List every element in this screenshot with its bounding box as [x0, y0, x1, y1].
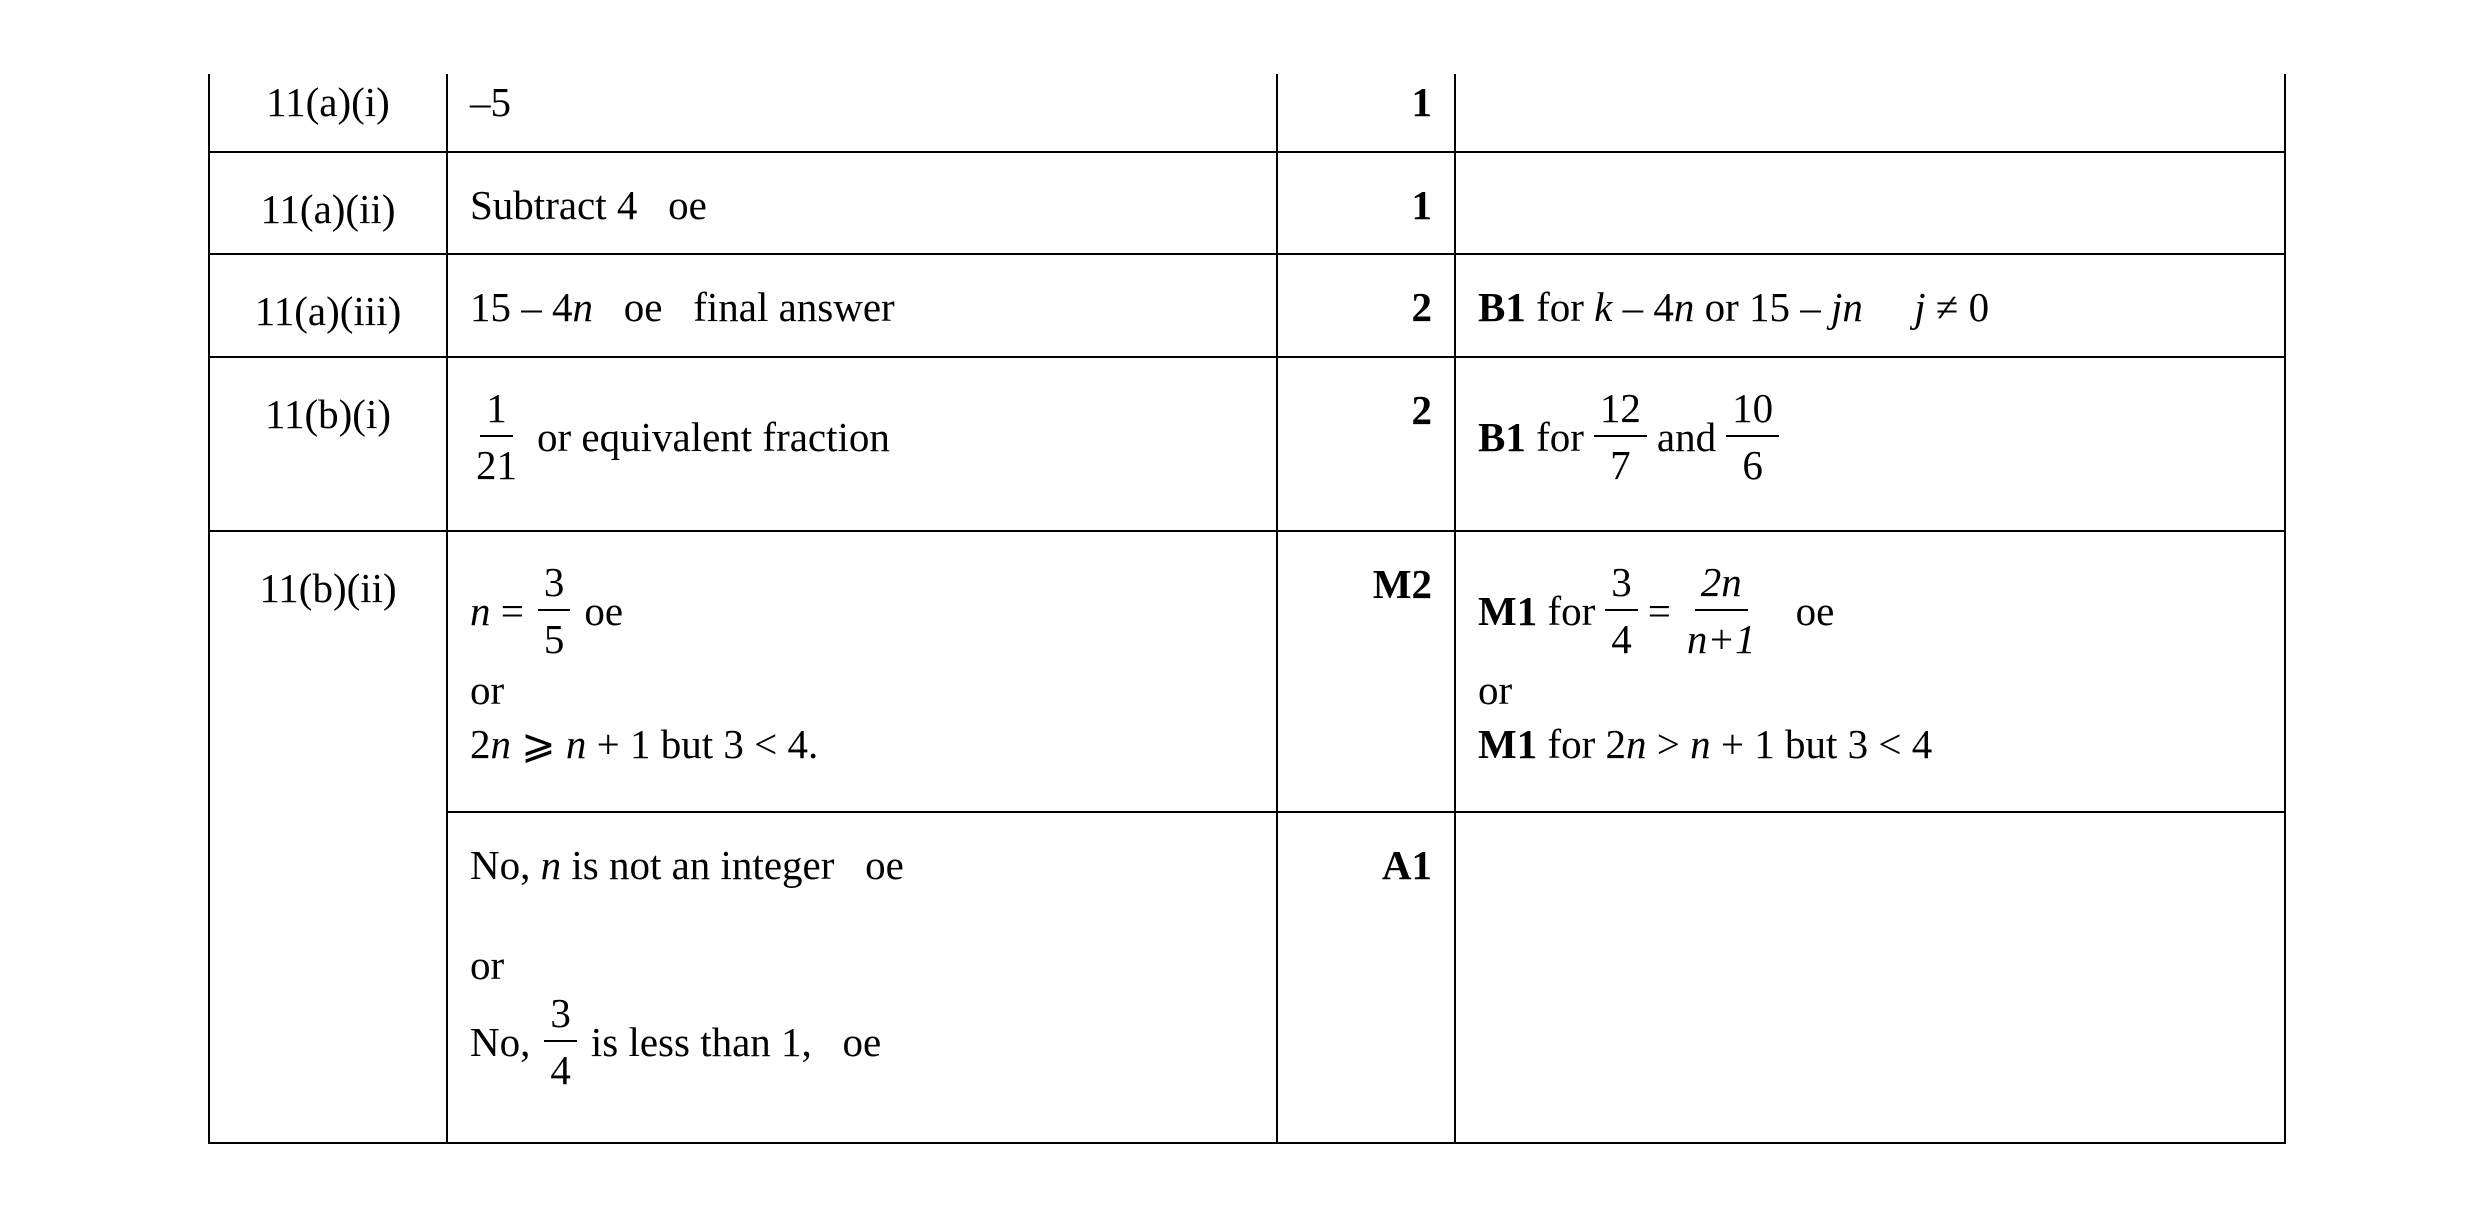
answer-cell: [447, 254, 1277, 357]
fraction: [538, 559, 571, 662]
guidance-part: or 15 –: [1694, 284, 1832, 330]
table-row: [209, 357, 2285, 531]
denominator: n+1: [1686, 616, 1756, 662]
guidance-part: – 4: [1612, 284, 1674, 330]
fraction: [1681, 559, 1762, 662]
mark-cell: [1277, 357, 1455, 531]
fraction: [544, 990, 577, 1093]
mark-code: B1: [1478, 284, 1526, 330]
mark-code: M1: [1478, 721, 1538, 767]
answer-line: [470, 841, 1276, 889]
guidance-part: >: [1646, 721, 1691, 767]
guidance-cell: [1455, 531, 2285, 812]
answer-line: [470, 720, 1276, 768]
question-number: 11(a)(iii): [254, 288, 402, 334]
answer-line: [470, 990, 1276, 1093]
guidance-part: + 1 but 3 < 4: [1710, 721, 1933, 767]
answer-part: is less than 1, oe: [590, 1019, 882, 1065]
guidance-variable: n: [1673, 284, 1695, 330]
guidance-part: ≠ 0: [1925, 284, 1990, 330]
mark-cell: [1277, 152, 1455, 254]
or-text: or: [1478, 667, 1513, 713]
question-number: 11(b)(i): [265, 391, 391, 437]
denominator: 7: [1610, 442, 1631, 488]
answer-part: =: [490, 588, 524, 634]
table-row: [209, 254, 2285, 357]
answer-part: 15 – 4: [470, 284, 573, 330]
question-cell: [209, 74, 447, 152]
answer-part: No,: [470, 1019, 531, 1065]
fraction: [1726, 385, 1779, 488]
answer-part: 2: [470, 721, 491, 767]
guidance-cell: [1455, 254, 2285, 357]
guidance-part: [1863, 283, 1914, 331]
guidance-variable: n: [1690, 721, 1711, 767]
answer-part: is not an integer oe: [561, 842, 904, 888]
guidance-line: [1478, 559, 2284, 662]
denominator: 4: [550, 1047, 571, 1093]
mark-cell: [1277, 74, 1455, 152]
question-number: 11(b)(ii): [259, 565, 397, 611]
guidance-part: =: [1647, 588, 1671, 634]
guidance-part: for: [1525, 414, 1584, 460]
answer-cell: [447, 152, 1277, 254]
guidance-part: oe: [1795, 588, 1835, 634]
guidance-text: [1478, 255, 2284, 331]
guidance-text: [1478, 358, 2284, 486]
table-row: [209, 531, 2285, 812]
guidance-variable: j: [1914, 284, 1926, 330]
question-cell: [209, 254, 447, 357]
mark-value: A1: [1381, 842, 1432, 888]
mark-cell: [1277, 254, 1455, 357]
answer-part: + 1 but 3 < 4.: [586, 721, 819, 767]
guidance-part: for: [1537, 588, 1596, 634]
mark-cell: [1277, 812, 1455, 1143]
mark-value: 2: [1411, 284, 1432, 330]
question-number: 11(a)(ii): [260, 186, 396, 232]
guidance-block: [1478, 532, 2284, 768]
fraction: [1594, 385, 1647, 488]
guidance-cell: [1455, 152, 2285, 254]
answer-text: [470, 255, 1276, 331]
answer-line: [470, 559, 1276, 662]
answer-variable: n: [540, 842, 562, 888]
mark-value: M2: [1372, 561, 1432, 607]
mark-value: 1: [1411, 182, 1432, 228]
guidance-variable: k: [1594, 284, 1613, 330]
answer-part: oe final answer: [593, 284, 895, 330]
mark-value: 2: [1411, 387, 1432, 433]
guidance-part: and: [1656, 414, 1717, 460]
numerator: 3: [544, 993, 577, 1042]
mark-code: M1: [1478, 588, 1538, 634]
question-cell: [209, 357, 447, 531]
numerator: 2n: [1695, 562, 1748, 611]
table-row: [209, 74, 2285, 152]
guidance-variable: jn: [1831, 284, 1863, 330]
numerator: 1: [480, 388, 513, 437]
question-number: 11(a)(i): [266, 79, 390, 125]
answer-variable: n: [565, 721, 587, 767]
answer-block: [470, 532, 1276, 768]
answer-text: Subtract 4 oe: [470, 182, 707, 228]
answer-part: No,: [470, 842, 541, 888]
answer-part: oe: [584, 588, 624, 634]
mark-code: B1: [1478, 414, 1526, 460]
denominator: 6: [1742, 442, 1763, 488]
guidance-part: for 2: [1537, 721, 1627, 767]
denominator: 4: [1611, 616, 1632, 662]
numerator: 3: [538, 562, 571, 611]
fraction: [470, 385, 523, 488]
guidance-cell: [1455, 357, 2285, 531]
question-cell: [209, 531, 447, 1143]
or-text: or: [470, 667, 505, 713]
answer-variable: n: [572, 284, 593, 330]
answer-text: [470, 358, 1276, 486]
table-row: [209, 152, 2285, 254]
answer-text: –5: [470, 79, 511, 125]
answer-cell: [447, 74, 1277, 152]
denominator: 21: [476, 442, 517, 488]
guidance-variable: n: [1626, 721, 1647, 767]
answer-variable: n: [490, 721, 511, 767]
mark-cell: [1277, 531, 1455, 812]
mark-scheme-table: [208, 74, 2286, 1144]
answer-block: [470, 813, 1276, 1091]
denominator: 5: [543, 616, 565, 662]
answer-cell: [447, 812, 1277, 1143]
table-row: [209, 812, 2285, 1143]
guidance-cell: [1455, 74, 2285, 152]
numerator: 10: [1726, 388, 1779, 437]
question-cell: [209, 152, 447, 254]
numerator: 12: [1594, 388, 1647, 437]
answer-part: or equivalent fraction: [537, 414, 890, 460]
answer-cell: [447, 531, 1277, 812]
guidance-line: [1478, 720, 2284, 768]
answer-cell: [447, 357, 1277, 531]
or-text: or: [470, 942, 505, 988]
answer-part: ⩾: [511, 721, 566, 767]
guidance-cell: [1455, 812, 2285, 1143]
fraction: [1605, 559, 1638, 662]
answer-variable: n: [470, 588, 491, 634]
mark-value: 1: [1411, 79, 1432, 125]
guidance-part: for: [1525, 284, 1595, 330]
numerator: 3: [1605, 562, 1638, 611]
